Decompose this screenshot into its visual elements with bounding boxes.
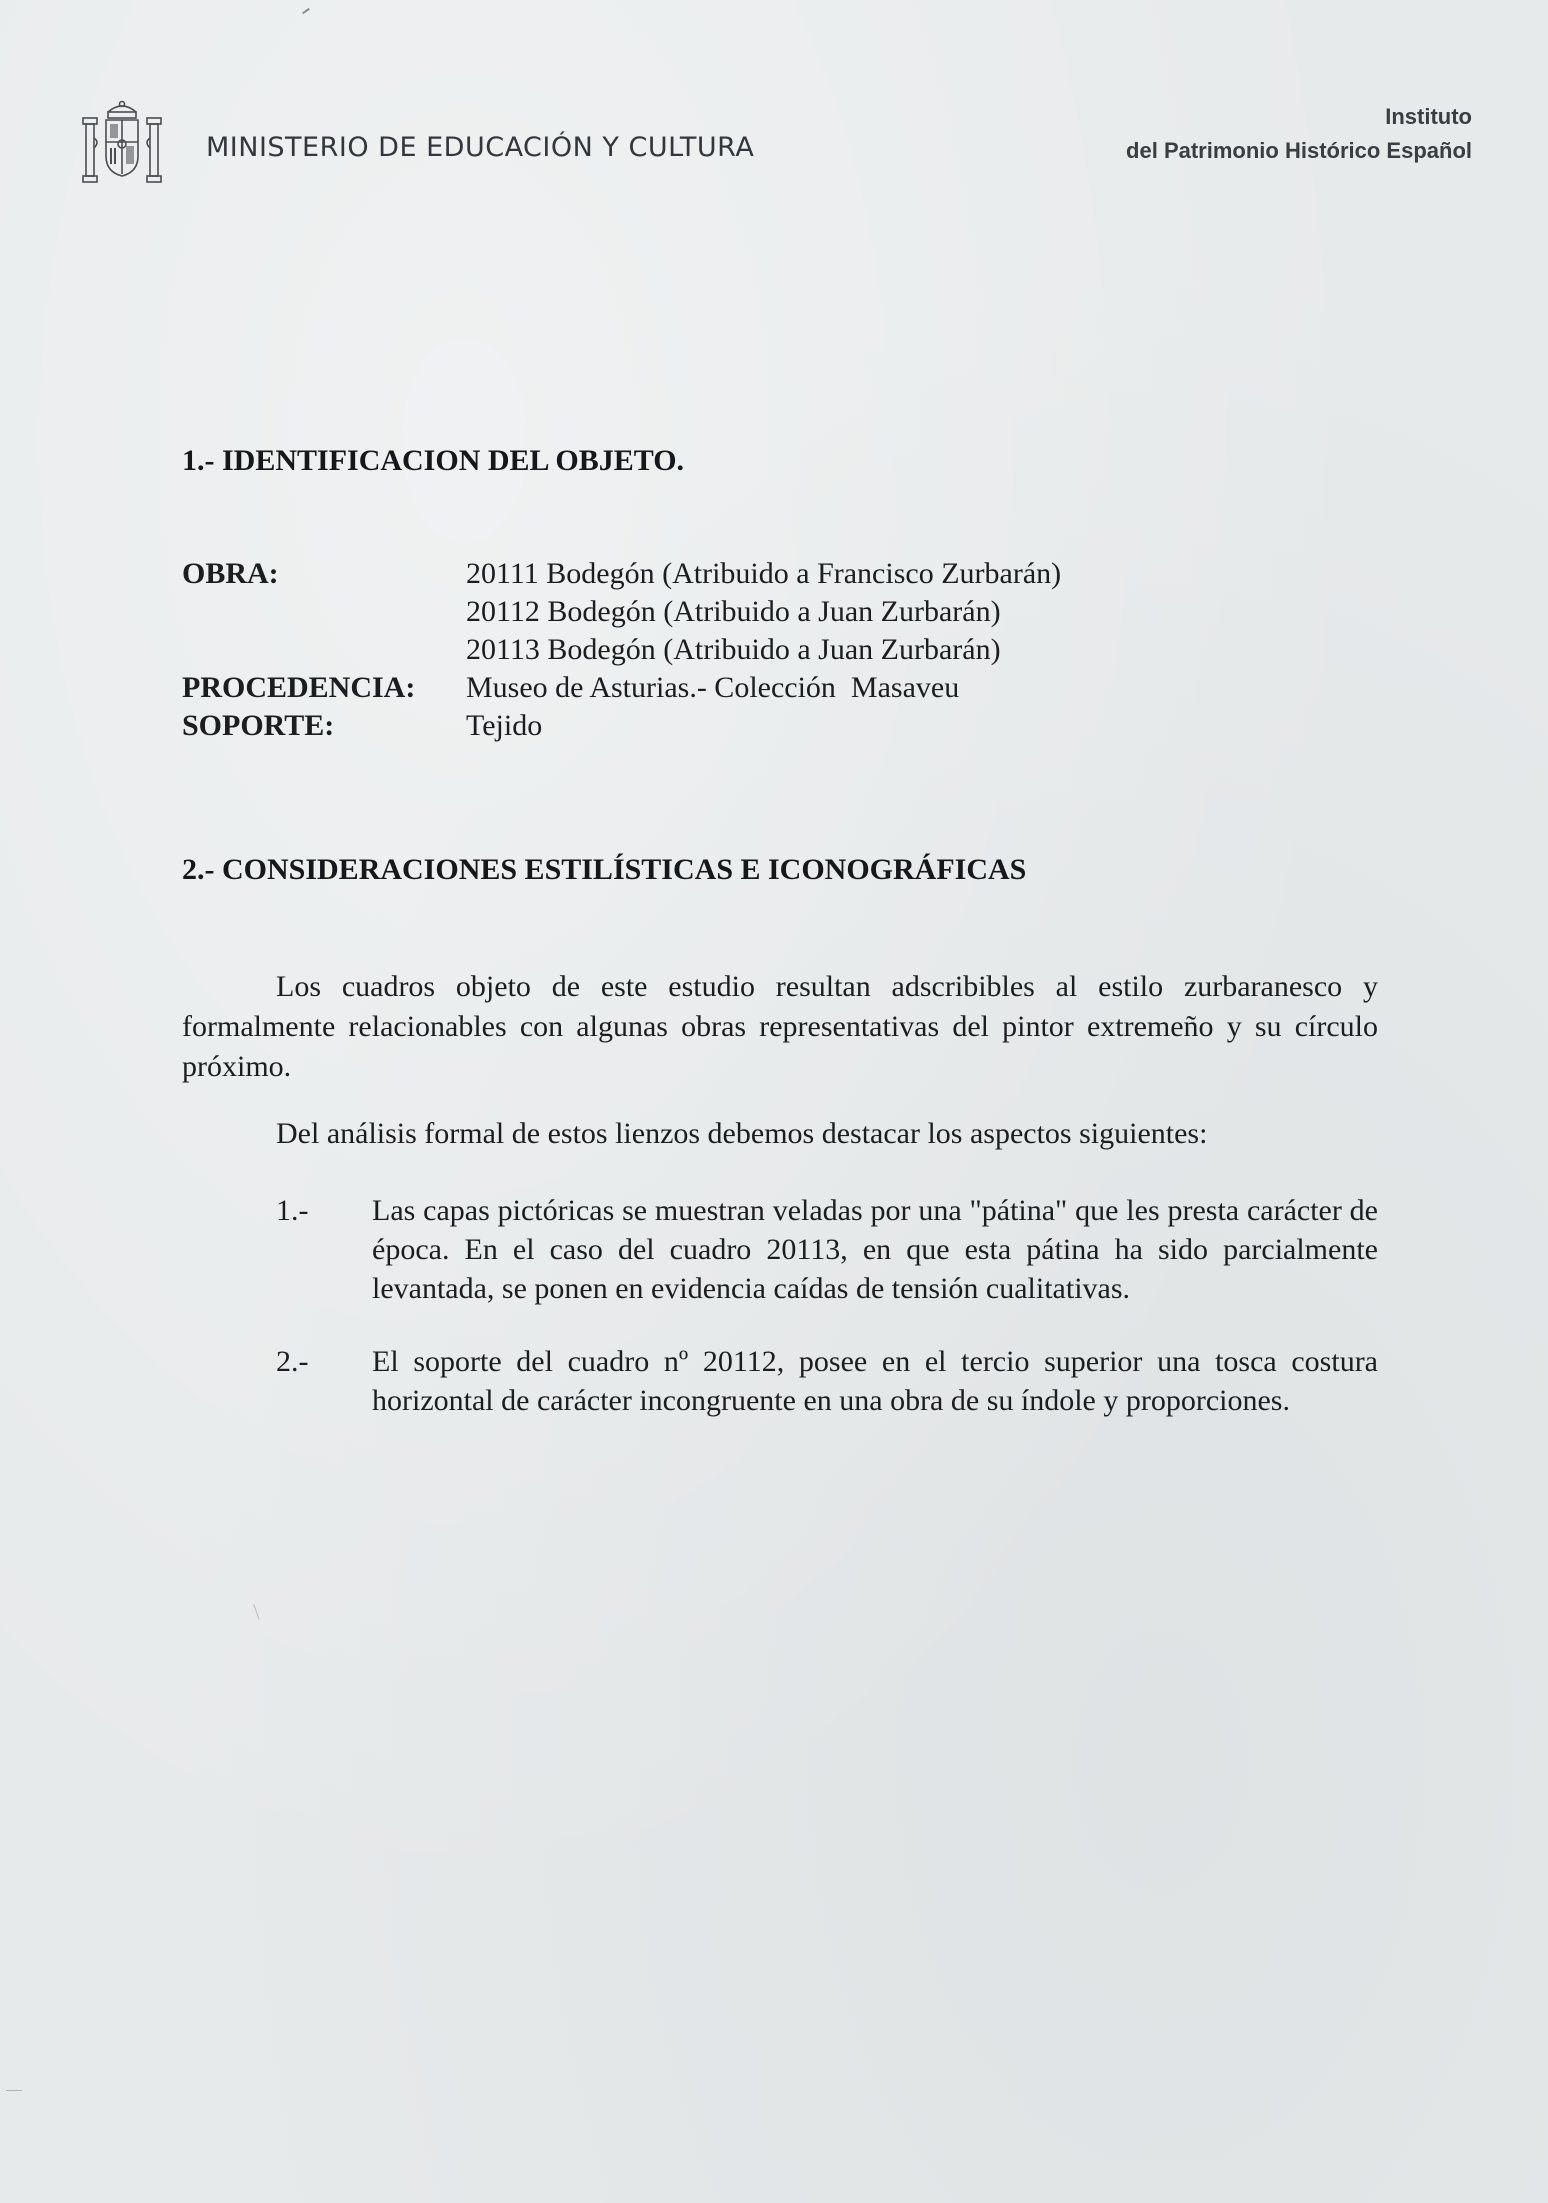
institute-line-1: Instituto — [1385, 104, 1472, 129]
list-item-text: Las capas pictóricas se muestran veladas por una "pátina" que les presta carácter de época. En el caso del cuadro 20113, en que esta pátina ha sido parcialmente levantada, se ponen en evidencia caídas de tensión cualitativas. — [372, 1194, 1378, 1305]
list-item-number: 2.- — [276, 1345, 309, 1378]
scan-speck — [6, 2090, 22, 2091]
ident-value: 20111 Bodegón (Atribuido a Francisco Zurbarán) — [466, 557, 1062, 590]
ident-value: 20112 Bodegón (Atribuido a Juan Zurbarán) — [466, 595, 1001, 628]
section-1-heading: 1.- IDENTIFICACION DEL OBJETO. — [182, 444, 685, 477]
ident-label: SOPORTE: — [182, 709, 335, 742]
ministry-name: MINISTERIO DE EDUCACIÓN Y CULTURA — [206, 132, 755, 163]
institute-name — [1126, 100, 1472, 168]
list-item-text: El soporte del cuadro nº 20112, posee en el tercio superior una tosca costura horizontal de carácter incongruente en una obra de su índole y proporciones. — [372, 1345, 1378, 1417]
ident-value: Tejido — [466, 709, 543, 742]
spanish-coat-of-arms-icon — [80, 98, 164, 188]
scan-speck — [302, 8, 310, 14]
paragraph-2: Del análisis formal de estos lienzos debemos destacar los aspectos siguientes: — [276, 1117, 1208, 1150]
ident-value: 20113 Bodegón (Atribuido a Juan Zurbarán) — [466, 633, 1001, 666]
ident-label: OBRA: — [182, 557, 279, 590]
ident-label: PROCEDENCIA: — [182, 671, 416, 704]
list-item-number: 1.- — [276, 1194, 309, 1227]
paragraph-1: Los cuadros objeto de este estudio resultan adscribibles al estilo zurbaranesco y formalmente relacionables con algunas obras representativas del pintor extremeño y su círculo próximo. — [182, 970, 1378, 1083]
scan-speck — [253, 1604, 259, 1619]
ident-value: Museo de Asturias.- Colección Masaveu — [466, 671, 960, 704]
section-2-heading: 2.- CONSIDERACIONES ESTILÍSTICAS E ICONOGRÁFICAS — [182, 853, 1027, 886]
institute-line-2: del Patrimonio Histórico Español — [1126, 138, 1472, 163]
